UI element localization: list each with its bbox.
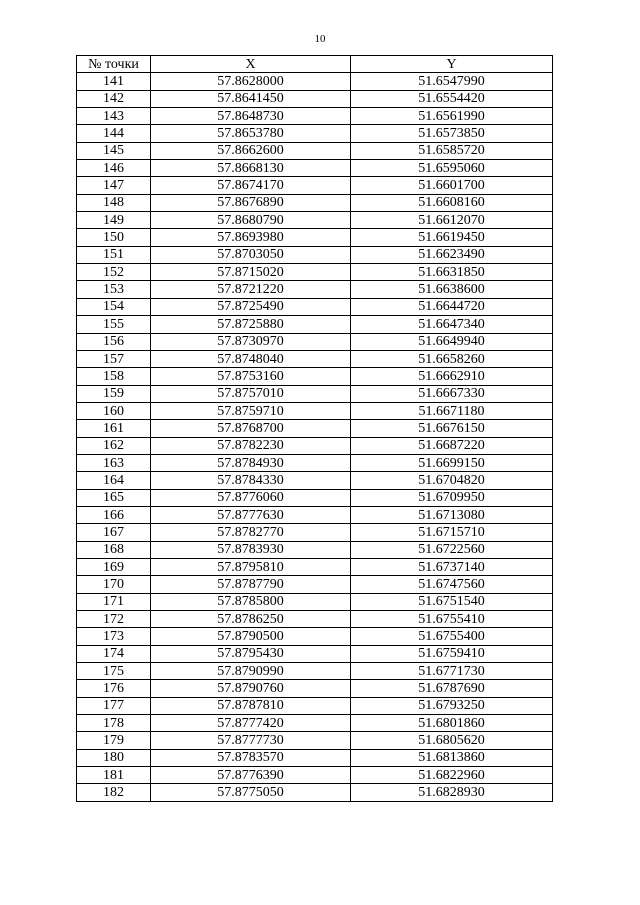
- cell-x: 57.8785800: [151, 593, 351, 610]
- cell-y: 51.6813860: [351, 749, 553, 766]
- cell-x: 57.8725880: [151, 316, 351, 333]
- cell-point-number: 143: [77, 108, 151, 125]
- cell-x: 57.8715020: [151, 264, 351, 281]
- cell-x: 57.8795810: [151, 558, 351, 575]
- cell-x: 57.8680790: [151, 212, 351, 229]
- table-row: [77, 108, 553, 125]
- cell-point-number: 174: [77, 645, 151, 662]
- cell-x: 57.8753160: [151, 368, 351, 385]
- cell-y: 51.6704820: [351, 472, 553, 489]
- table-row: [77, 558, 553, 575]
- cell-y: 51.6662910: [351, 368, 553, 385]
- table-row: [77, 454, 553, 471]
- table-row: [77, 593, 553, 610]
- cell-y: 51.6751540: [351, 593, 553, 610]
- table-row: [77, 628, 553, 645]
- cell-point-number: 148: [77, 194, 151, 211]
- cell-y: 51.6755410: [351, 611, 553, 628]
- cell-y: 51.6759410: [351, 645, 553, 662]
- header-x: X: [151, 56, 351, 73]
- cell-point-number: 157: [77, 350, 151, 367]
- cell-x: 57.8648730: [151, 108, 351, 125]
- cell-point-number: 147: [77, 177, 151, 194]
- header-y: Y: [351, 56, 553, 73]
- cell-x: 57.8784930: [151, 454, 351, 471]
- table-row: [77, 767, 553, 784]
- table-row: [77, 680, 553, 697]
- cell-y: 51.6638600: [351, 281, 553, 298]
- cell-point-number: 171: [77, 593, 151, 610]
- cell-y: 51.6676150: [351, 420, 553, 437]
- page-number: 10: [314, 33, 326, 45]
- coordinates-table: [76, 55, 553, 802]
- table-row: [77, 524, 553, 541]
- table-row: [77, 368, 553, 385]
- table-row: [77, 73, 553, 90]
- cell-x: 57.8790500: [151, 628, 351, 645]
- cell-point-number: 158: [77, 368, 151, 385]
- table-row: [77, 298, 553, 315]
- cell-y: 51.6671180: [351, 402, 553, 419]
- table-row: [77, 697, 553, 714]
- table-row: [77, 506, 553, 523]
- cell-y: 51.6722560: [351, 541, 553, 558]
- cell-point-number: 167: [77, 524, 151, 541]
- table-row: [77, 142, 553, 159]
- cell-y: 51.6771730: [351, 663, 553, 680]
- cell-x: 57.8777630: [151, 506, 351, 523]
- table-row: [77, 541, 553, 558]
- cell-x: 57.8721220: [151, 281, 351, 298]
- cell-point-number: 159: [77, 385, 151, 402]
- cell-y: 51.6595060: [351, 160, 553, 177]
- cell-y: 51.6805620: [351, 732, 553, 749]
- table-row: [77, 229, 553, 246]
- table-row: [77, 402, 553, 419]
- cell-x: 57.8725490: [151, 298, 351, 315]
- cell-point-number: 161: [77, 420, 151, 437]
- cell-point-number: 142: [77, 90, 151, 107]
- cell-point-number: 145: [77, 142, 151, 159]
- cell-x: 57.8641450: [151, 90, 351, 107]
- cell-x: 57.8787790: [151, 576, 351, 593]
- cell-y: 51.6667330: [351, 385, 553, 402]
- cell-x: 57.8786250: [151, 611, 351, 628]
- cell-y: 51.6713080: [351, 506, 553, 523]
- cell-y: 51.6755400: [351, 628, 553, 645]
- cell-x: 57.8653780: [151, 125, 351, 142]
- table-row: [77, 715, 553, 732]
- cell-x: 57.8748040: [151, 350, 351, 367]
- cell-point-number: 166: [77, 506, 151, 523]
- cell-point-number: 162: [77, 437, 151, 454]
- cell-y: 51.6623490: [351, 246, 553, 263]
- cell-point-number: 152: [77, 264, 151, 281]
- cell-x: 57.8776060: [151, 489, 351, 506]
- cell-y: 51.6554420: [351, 90, 553, 107]
- cell-y: 51.6649940: [351, 333, 553, 350]
- cell-point-number: 182: [77, 784, 151, 801]
- cell-point-number: 169: [77, 558, 151, 575]
- table-row: [77, 125, 553, 142]
- cell-point-number: 153: [77, 281, 151, 298]
- cell-x: 57.8676890: [151, 194, 351, 211]
- cell-y: 51.6585720: [351, 142, 553, 159]
- cell-y: 51.6619450: [351, 229, 553, 246]
- cell-x: 57.8782230: [151, 437, 351, 454]
- cell-point-number: 175: [77, 663, 151, 680]
- cell-x: 57.8787810: [151, 697, 351, 714]
- table-row: [77, 385, 553, 402]
- cell-y: 51.6747560: [351, 576, 553, 593]
- table-row: [77, 90, 553, 107]
- cell-y: 51.6699150: [351, 454, 553, 471]
- cell-point-number: 180: [77, 749, 151, 766]
- cell-point-number: 181: [77, 767, 151, 784]
- cell-point-number: 150: [77, 229, 151, 246]
- cell-x: 57.8674170: [151, 177, 351, 194]
- cell-y: 51.6573850: [351, 125, 553, 142]
- cell-x: 57.8757010: [151, 385, 351, 402]
- cell-y: 51.6709950: [351, 489, 553, 506]
- table-row: [77, 177, 553, 194]
- cell-point-number: 154: [77, 298, 151, 315]
- table-row: [77, 333, 553, 350]
- cell-y: 51.6801860: [351, 715, 553, 732]
- table-row: [77, 663, 553, 680]
- cell-x: 57.8795430: [151, 645, 351, 662]
- cell-y: 51.6561990: [351, 108, 553, 125]
- cell-point-number: 176: [77, 680, 151, 697]
- table-row: [77, 264, 553, 281]
- table-row: [77, 160, 553, 177]
- table-row: [77, 437, 553, 454]
- header-point-number: № точки: [77, 56, 151, 73]
- cell-point-number: 146: [77, 160, 151, 177]
- cell-x: 57.8790760: [151, 680, 351, 697]
- table-row: [77, 246, 553, 263]
- cell-point-number: 173: [77, 628, 151, 645]
- cell-point-number: 165: [77, 489, 151, 506]
- cell-y: 51.6612070: [351, 212, 553, 229]
- cell-x: 57.8783570: [151, 749, 351, 766]
- cell-point-number: 155: [77, 316, 151, 333]
- cell-y: 51.6793250: [351, 697, 553, 714]
- cell-x: 57.8628000: [151, 73, 351, 90]
- cell-x: 57.8759710: [151, 402, 351, 419]
- table-row: [77, 784, 553, 801]
- cell-point-number: 172: [77, 611, 151, 628]
- table-row: [77, 749, 553, 766]
- cell-point-number: 149: [77, 212, 151, 229]
- cell-x: 57.8777420: [151, 715, 351, 732]
- table-row: [77, 281, 553, 298]
- table-row: [77, 489, 553, 506]
- cell-x: 57.8730970: [151, 333, 351, 350]
- cell-x: 57.8693980: [151, 229, 351, 246]
- cell-point-number: 177: [77, 697, 151, 714]
- cell-point-number: 178: [77, 715, 151, 732]
- cell-y: 51.6715710: [351, 524, 553, 541]
- table-row: [77, 316, 553, 333]
- cell-point-number: 168: [77, 541, 151, 558]
- table-row: [77, 194, 553, 211]
- cell-x: 57.8776390: [151, 767, 351, 784]
- cell-y: 51.6644720: [351, 298, 553, 315]
- table-row: [77, 732, 553, 749]
- cell-point-number: 164: [77, 472, 151, 489]
- cell-y: 51.6547990: [351, 73, 553, 90]
- cell-point-number: 170: [77, 576, 151, 593]
- cell-y: 51.6608160: [351, 194, 553, 211]
- cell-x: 57.8782770: [151, 524, 351, 541]
- cell-point-number: 144: [77, 125, 151, 142]
- table-row: [77, 645, 553, 662]
- cell-x: 57.8783930: [151, 541, 351, 558]
- cell-point-number: 160: [77, 402, 151, 419]
- cell-x: 57.8775050: [151, 784, 351, 801]
- table-row: [77, 576, 553, 593]
- table-row: [77, 611, 553, 628]
- cell-point-number: 151: [77, 246, 151, 263]
- cell-y: 51.6658260: [351, 350, 553, 367]
- cell-y: 51.6647340: [351, 316, 553, 333]
- table-row: [77, 420, 553, 437]
- cell-y: 51.6601700: [351, 177, 553, 194]
- cell-x: 57.8768700: [151, 420, 351, 437]
- cell-y: 51.6822960: [351, 767, 553, 784]
- cell-x: 57.8790990: [151, 663, 351, 680]
- cell-point-number: 179: [77, 732, 151, 749]
- cell-y: 51.6737140: [351, 558, 553, 575]
- cell-y: 51.6687220: [351, 437, 553, 454]
- cell-x: 57.8703050: [151, 246, 351, 263]
- table-row: [77, 350, 553, 367]
- cell-y: 51.6828930: [351, 784, 553, 801]
- cell-point-number: 156: [77, 333, 151, 350]
- cell-x: 57.8784330: [151, 472, 351, 489]
- table-body: [77, 73, 553, 801]
- table-row: [77, 212, 553, 229]
- cell-x: 57.8662600: [151, 142, 351, 159]
- table-row: [77, 472, 553, 489]
- cell-x: 57.8668130: [151, 160, 351, 177]
- cell-x: 57.8777730: [151, 732, 351, 749]
- cell-point-number: 141: [77, 73, 151, 90]
- cell-y: 51.6787690: [351, 680, 553, 697]
- cell-point-number: 163: [77, 454, 151, 471]
- cell-y: 51.6631850: [351, 264, 553, 281]
- table-header-row: [77, 56, 553, 73]
